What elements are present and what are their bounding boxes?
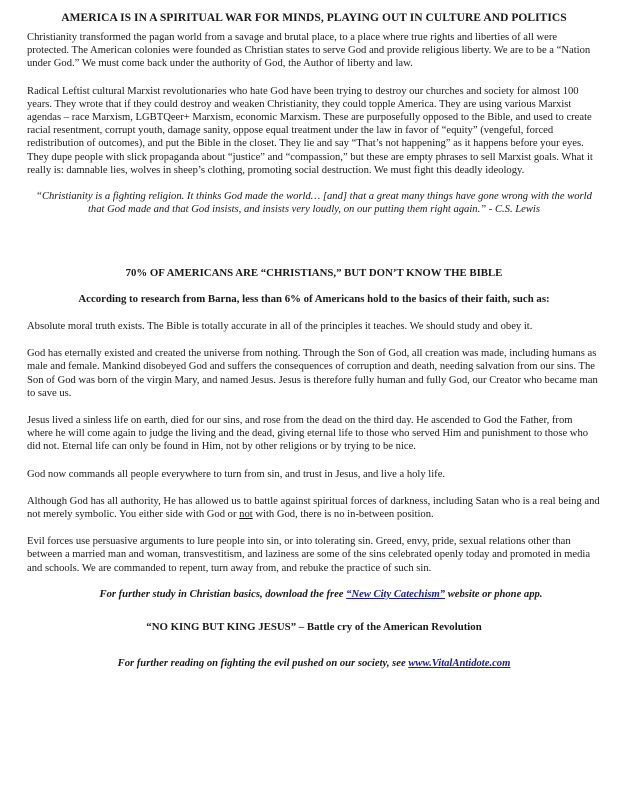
belief-authority bbox=[27, 495, 601, 521]
new-city-catechism-link[interactable]: “New City Catechism” bbox=[346, 588, 446, 600]
page-title: AMERICA IS IN A SPIRITUAL WAR FOR MINDS, PLAYING OUT IN CULTURE AND POLITICS bbox=[61, 12, 567, 24]
belief-repentance: God now commands all people everywhere to turn from sin, and trust in Jesus, and live a holy life. bbox=[27, 468, 446, 480]
paragraph-christianity: Christianity transformed the pagan world from a savage and brutal place, to a place where true rights and liberties of all were protected. The American colonies were founded as Christian states to serve God and provide religious liberty. We are to be a “Nation under God.” We must come back under the authority of God, the Author of liberty and law. bbox=[27, 32, 591, 70]
vital-antidote-link[interactable]: www.VitalAntidote.com bbox=[408, 658, 511, 670]
belief-creation: God has eternally existed and created the universe from nothing. Through the Son of God, all creation was made, including humans as male and female. Mankind disobeyed God and suffers the consequences of corruption and death, needing salvation from our sins. The Son of God was born of the virgin Mary, and named Jesus. Jesus is therefore fully human and fully God, our Creator who became man to save us. bbox=[27, 348, 598, 399]
belief-jesus: Jesus lived a sinless life on earth, died for our sins, and rose from the dead on the third day. He ascended to God the Father, from where he will come again to judge the living and the dead, giving eternal life to those who served Him and punishment to those who did not. Eternal life can only be found in Him, not by other religions or by trying to be nice. bbox=[27, 415, 589, 453]
section-subtitle-barna: According to research from Barna, less than 6% of Americans hold to the basics of their faith, such as: bbox=[78, 292, 550, 305]
further-study-note bbox=[27, 588, 601, 601]
authority-text-before: Although God has all authority, He has allowed us to battle against spiritual forces of darkness, including Satan who is a real being and not merely symbolic. You either side with God or bbox=[27, 495, 600, 521]
cs-lewis-quote: “Christianity is a fighting religion. It thinks God made the world… [and] that a great many things have gone wrong with the world that God made and that God insists, and insists very loudly, on our putting them right again.” - C.S. Lewis bbox=[36, 191, 592, 216]
further-study-text-end: website or phone app. bbox=[445, 588, 543, 600]
further-reading-note bbox=[27, 657, 601, 670]
authority-text-not: not bbox=[239, 509, 253, 521]
section-title-bible: 70% OF AMERICANS ARE “CHRISTIANS,” BUT DON’T KNOW THE BIBLE bbox=[125, 266, 503, 279]
authority-text-after: with God, there is no in-between position. bbox=[252, 509, 434, 521]
paragraph-marxism: Radical Leftist cultural Marxist revolutionaries who hate God have been trying to destroy our churches and society for almost 100 years. They wrote that if they could destroy and weaken Christianity, they could topple America. They are using various Marxist agendas – race Marxism, LGBTQeer+ Marxism, economic Marxism. These are purposefully opposed to the Bible, and used to create racial resentment, corrupt youth, damage sanity, oppose equal treatment under the law in favor of “equity” (vengeful, forced redistribution of outcomes), and put the Bible in the closet. They lie and say “That’s not happening” as it happens before your eyes. They dupe people with slick propaganda about “justice” and “compassion,” but these are empty phrases to sell Marxist goals. What it really is: damnable lies, wolves in sheep’s clothing, promoting social destruction. We must fight this deadly ideology. bbox=[27, 85, 593, 176]
belief-moral-truth: Absolute moral truth exists. The Bible is totally accurate in all of the principles it teaches. We should study and obey it. bbox=[27, 321, 533, 333]
further-study-text: For further study in Christian basics, download the free bbox=[99, 588, 347, 600]
paragraph-evil-forces: Evil forces use persuasive arguments to lure people into sin, or into tolerating sin. Greed, envy, pride, sexual relations other than between a married man and woman, transvestitism, and laziness are some of the sins celebrated openly today and promoted in media and schools. We are commanded to repent, turn away from, and rebuke the practice of such sin. bbox=[27, 536, 591, 574]
further-reading-text: For further reading on fighting the evil pushed on our society, see bbox=[117, 658, 409, 670]
battle-cry: “NO KING BUT KING JESUS” – Battle cry of the American Revolution bbox=[146, 621, 482, 634]
